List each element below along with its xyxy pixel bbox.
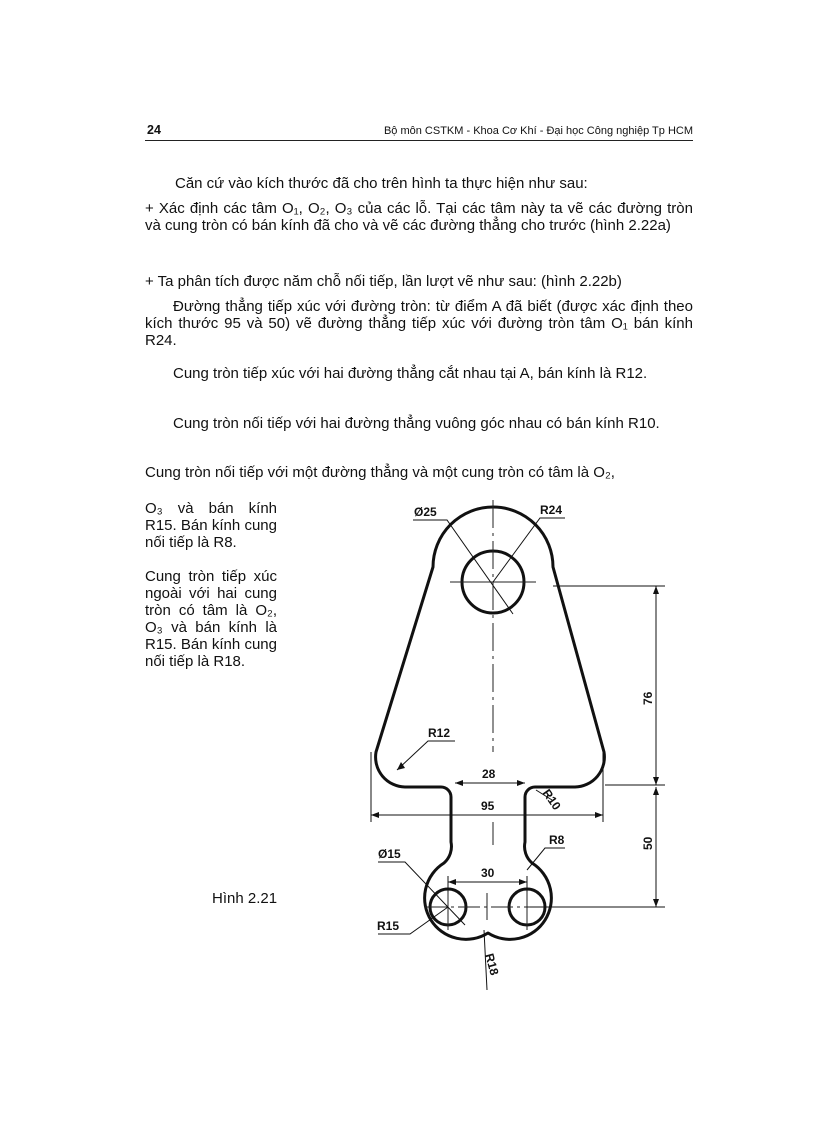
figure-caption: Hình 2.21 <box>212 890 278 907</box>
label-dim28: 28 <box>482 767 496 781</box>
label-d15: Ø15 <box>378 847 401 861</box>
dimension-lines <box>371 518 665 990</box>
label-r18: R18 <box>482 951 502 977</box>
label-r15: R15 <box>377 919 400 933</box>
label-dim95: 95 <box>481 799 495 813</box>
label-r12: R12 <box>428 726 451 740</box>
label-dim76: 76 <box>641 691 655 705</box>
item-1-paragraph: Đường thẳng tiếp xúc với đường tròn: từ điểm A đã biết (được xác định theo kích thước 95 và 50) vẽ đường thẳng tiếp xúc với đường tròn tâm O₁ bán kính R24. <box>145 298 693 349</box>
step-1-paragraph: + Xác định các tâm O₁, O₂, O₃ của các lỗ. Tại các tâm này ta vẽ các đường tròn và cung tròn có bán kính đã cho và vẽ các đường thẳng cho trước (hình 2.22a) <box>145 200 693 234</box>
item-3-paragraph: Cung tròn nối tiếp với hai đường thẳng vuông góc nhau có bán kính R10. <box>173 415 660 432</box>
page-number: 24 <box>147 123 161 137</box>
item-4-first-line: Cung tròn nối tiếp với một đường thẳng và một cung tròn có tâm là O₂, <box>145 464 615 481</box>
step-2-paragraph: + Ta phân tích được năm chỗ nối tiếp, lần lượt vẽ như sau: (hình 2.22b) <box>145 273 622 290</box>
item-4-side-text: O₃ và bán kính R15. Bán kính cung nối tiếp là R8. <box>145 500 277 551</box>
label-r24: R24 <box>540 503 563 517</box>
arrowheads <box>371 586 659 907</box>
label-dim50: 50 <box>641 836 655 850</box>
running-head: Bộ môn CSTKM - Khoa Cơ Khí - Đại học Công nghiệp Tp HCM <box>383 125 693 137</box>
label-r10: R10 <box>539 786 564 813</box>
item-5-side-text: Cung tròn tiếp xúc ngoài với hai cung tròn có tâm là O₂, O₃ và bán kính là R15. Bán kính cung nối tiếp là R18. <box>145 568 277 670</box>
intro-paragraph: Căn cứ vào kích thước đã cho trên hình ta thực hiện như sau: <box>175 175 588 192</box>
label-d25: Ø25 <box>414 505 437 519</box>
label-r8: R8 <box>549 833 565 847</box>
item-2-paragraph: Cung tròn tiếp xúc với hai đường thẳng cắt nhau tại A, bán kính là R12. <box>173 365 648 382</box>
label-dim30: 30 <box>481 866 495 880</box>
